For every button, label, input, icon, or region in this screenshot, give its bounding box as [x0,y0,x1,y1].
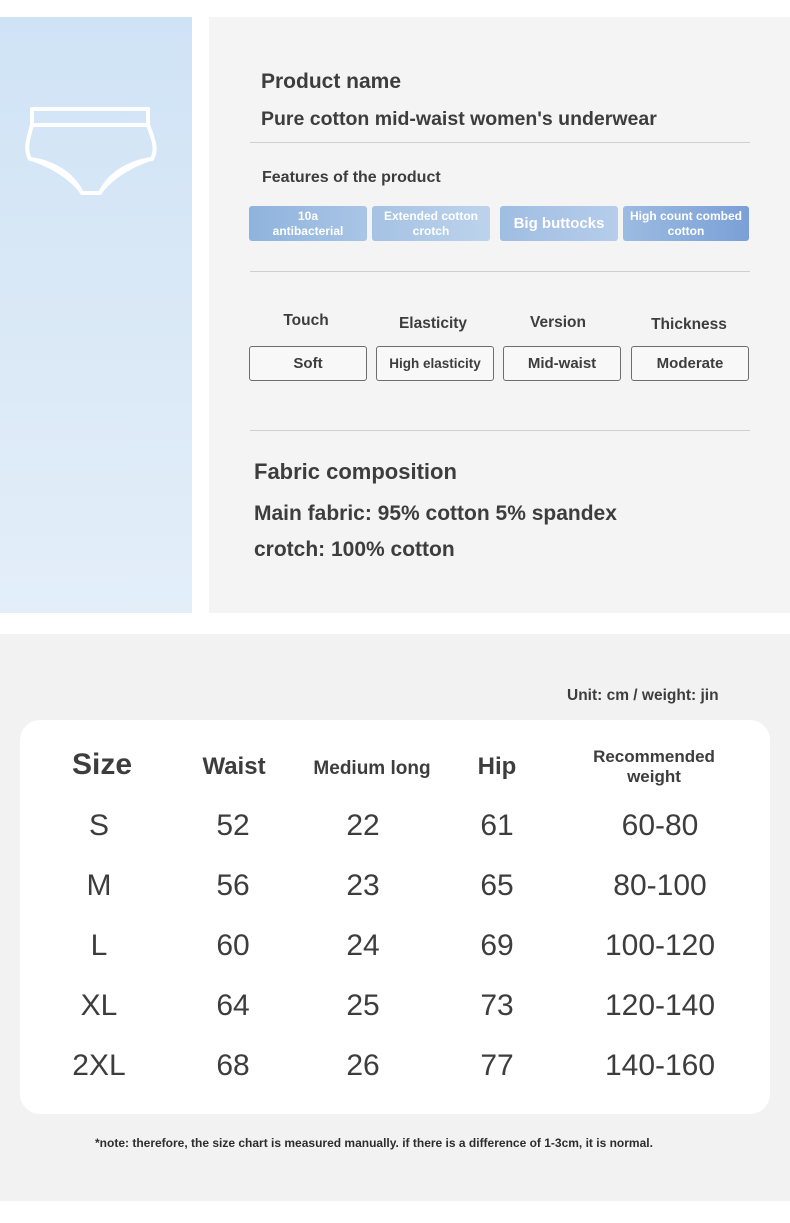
cell-length: 22 [346,809,380,842]
feature-tag-line: Big buttocks [513,214,605,232]
cell-hip: 73 [480,989,514,1022]
table-row [20,809,770,849]
attr-label-touch: Touch [283,312,329,329]
attr-label-version: Version [530,314,586,331]
divider [250,430,750,431]
attr-value-version: Mid-waist [503,346,621,381]
feature-tag-big-buttocks [500,206,618,241]
header-hip: Hip [477,753,517,780]
cell-hip: 69 [480,929,514,962]
features-label: Features of the product [262,169,441,186]
unit-label: Unit: cm / weight: jin [567,687,719,704]
cell-waist: 56 [216,869,250,902]
attr-value-thickness: Moderate [631,346,749,381]
table-row [20,869,770,909]
cell-size: S [88,809,110,842]
header-medium-long: Medium long [313,758,431,779]
cell-hip: 77 [480,1049,514,1082]
table-row [20,1049,770,1089]
cell-length: 26 [346,1049,380,1082]
attr-label-thickness: Thickness [651,316,727,333]
cell-weight: 120-140 [604,989,716,1022]
header-waist: Waist [202,753,266,780]
fabric-crotch: crotch: 100% cotton [254,538,455,561]
attr-label-elasticity: Elasticity [398,315,468,332]
attr-value-touch: Soft [249,346,367,381]
product-name-value: Pure cotton mid-waist women's underwear [261,108,657,130]
feature-tag-line: crotch [412,223,450,238]
feature-tag-antibacterial [249,206,367,241]
cell-weight: 60-80 [621,809,699,842]
feature-tag-line: 10a [297,209,318,224]
divider [250,271,750,272]
cell-size: 2XL [72,1049,126,1082]
feature-tag-line: High count combed [630,209,742,224]
header-recommended-weight [593,747,715,787]
cell-length: 24 [346,929,380,962]
feature-tag-line: Extended cotton [383,209,478,224]
cell-waist: 68 [216,1049,250,1082]
size-chart-note: *note: therefore, the size chart is measured manually. if there is a difference of 1-3cm, it is normal. [95,1136,653,1150]
cell-weight: 140-160 [604,1049,716,1082]
cell-weight: 80-100 [613,869,707,902]
cell-hip: 65 [480,869,514,902]
cell-weight: 100-120 [604,929,716,962]
header-size: Size [71,748,133,781]
cell-length: 25 [346,989,380,1022]
cell-waist: 64 [216,989,250,1022]
cell-hip: 61 [480,809,514,842]
cell-size: L [90,929,108,962]
fabric-composition-title: Fabric composition [254,459,457,484]
header-weight-line: weight [627,767,681,786]
fabric-main: Main fabric: 95% cotton 5% spandex [254,502,617,525]
underwear-outline-icon [24,105,158,199]
table-row [20,929,770,969]
feature-tag-line: cotton [667,223,705,238]
feature-tag-extended-crotch [372,206,490,241]
cell-size: M [86,869,112,902]
cell-length: 23 [346,869,380,902]
cell-waist: 60 [216,929,250,962]
feature-tag-combed-cotton [623,206,749,241]
divider [250,142,750,143]
size-chart-card [20,720,770,1114]
table-row [20,989,770,1029]
product-illustration-panel [0,17,192,613]
cell-waist: 52 [216,809,250,842]
attr-value-elasticity: High elasticity [376,346,494,381]
cell-size: XL [80,989,118,1022]
feature-tag-line: antibacterial [272,223,344,238]
product-name-label: Product name [261,70,402,93]
header-weight-line: Recommended [593,747,715,766]
